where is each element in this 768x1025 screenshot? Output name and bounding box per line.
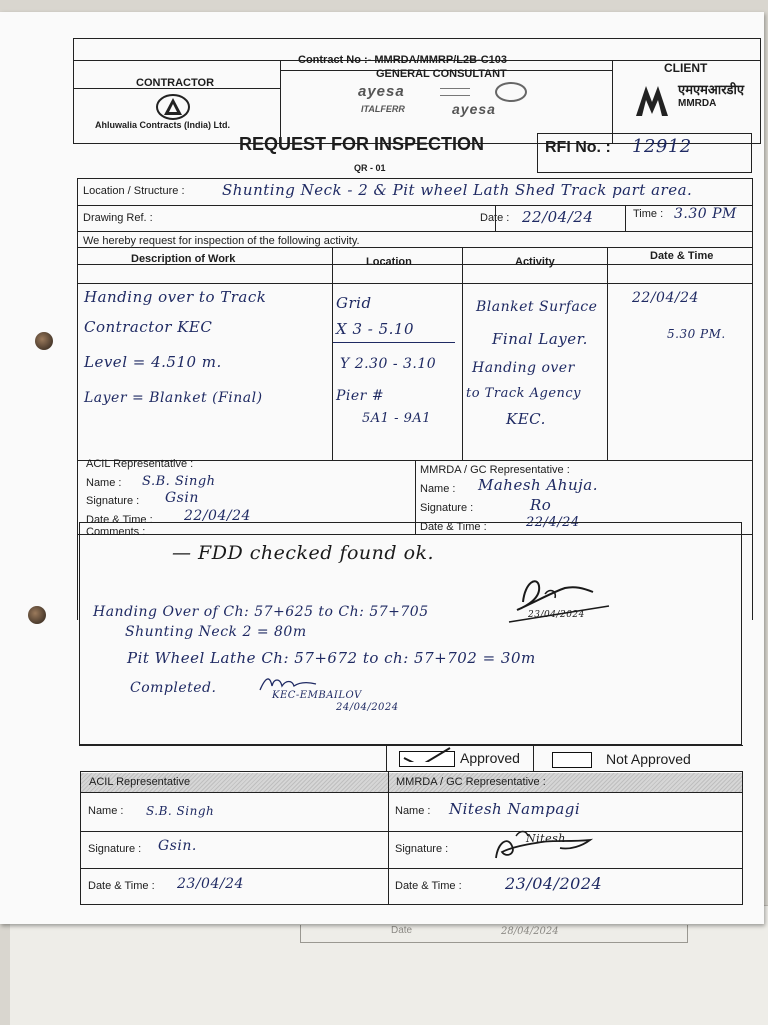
acil-signature-label: Signature : <box>86 495 140 507</box>
mmrda-logo <box>634 82 674 118</box>
final-gc-label: MMRDA / GC Representative : <box>396 776 546 788</box>
datetime-line-1: 22/04/24 <box>632 290 699 306</box>
activity-line-2: Final Layer. <box>492 330 588 348</box>
final-gc-signature-mark <box>490 824 610 864</box>
not-approved-label: Not Approved <box>606 751 691 767</box>
approved-label: Approved <box>460 750 520 766</box>
gc-signature-value: Ro <box>530 496 552 514</box>
final-acil-signature-value: Gsin. <box>158 838 197 854</box>
location-divider <box>333 342 455 343</box>
description-line-4: Layer = Blanket (Final) <box>84 390 263 406</box>
drawing-ref-label: Drawing Ref. : <box>83 212 153 224</box>
acil-name-value: S.B. Singh <box>142 474 216 489</box>
location-line-3: Y 2.30 - 3.10 <box>340 356 437 372</box>
ayesa-logo-top: ayesa <box>358 83 405 100</box>
final-acil-date-label: Date & Time : <box>88 880 155 892</box>
final-gc-name-value: Nitesh Nampagi <box>449 800 581 818</box>
acil-date-label: Date & Time : <box>86 514 153 526</box>
client-label: CLIENT <box>664 61 708 75</box>
final-gc-name-label: Name : <box>395 805 431 817</box>
gc-rep-label: MMRDA / GC Representative : <box>420 464 570 476</box>
description-line-2: Contractor KEC <box>84 318 213 336</box>
final-gc-signature-value: Nitesh <box>526 832 566 845</box>
location-line-4: Pier # <box>336 388 385 404</box>
contract-number: Contract No :- MMRDA/MMRP/L2B-C103 <box>298 54 507 66</box>
activity-line-1: Blanket Surface <box>476 299 598 315</box>
italferr-logo: ITALFERR <box>361 104 405 114</box>
client-hindi-name: एमएमआरडीए <box>678 82 745 97</box>
comment-note-4: Completed. <box>130 680 217 696</box>
gc-signature-label: Signature : <box>420 502 474 514</box>
final-gc-date-label: Date & Time : <box>395 880 462 892</box>
form-title: REQUEST FOR INSPECTION <box>239 134 485 154</box>
activity-line-3: Handing over <box>472 360 575 376</box>
underlying-date-label: Date <box>391 925 413 936</box>
activity-line-4: to Track Agency <box>466 386 582 401</box>
time-label: Time : <box>633 208 664 220</box>
final-acil-name-value: S.B. Singh <box>146 804 215 818</box>
comment-stamp-date: 23/04/2024 <box>528 610 585 620</box>
final-gc-date-value: 23/04/2024 <box>505 874 603 893</box>
ayesa-logo-bottom: ayesa <box>452 101 496 117</box>
location-value: Shunting Neck - 2 & Pit wheel Lath Shed Track part area. <box>222 181 693 199</box>
comments-label: Comments : <box>86 526 146 538</box>
location-line-2: X 3 - 5.10 <box>336 320 414 338</box>
consultant-logo-mark <box>440 88 470 96</box>
gc-name-label: Name : <box>420 483 456 495</box>
location-label: Location / Structure : <box>83 185 185 197</box>
final-acil-signature-label: Signature : <box>88 843 142 855</box>
final-acil-label: ACIL Representative <box>89 776 191 788</box>
acil-signature-value: Gsin <box>165 490 199 506</box>
form-code: QR - 01 <box>354 163 386 173</box>
underlying-page-strip <box>300 925 688 943</box>
punch-hole-bottom <box>28 606 46 624</box>
request-statement: We hereby request for inspection of the following activity. <box>83 235 360 247</box>
contractor-name: Ahluwalia Contracts (India) Ltd. <box>95 120 231 130</box>
rfi-label: RFI No. : <box>545 139 611 156</box>
punch-hole-top <box>35 332 53 350</box>
rfi-number-value: 12912 <box>632 136 692 157</box>
header-description: Description of Work <box>131 253 236 265</box>
header-activity: Activity <box>515 256 555 268</box>
gc-date-value: 22/4/24 <box>526 515 580 530</box>
consultant-label: GENERAL CONSULTANT <box>376 68 507 80</box>
final-acil-name-label: Name : <box>88 805 124 817</box>
client-name: MMRDA <box>678 98 717 109</box>
date-value: 22/04/24 <box>522 208 594 226</box>
datetime-line-2: 5.30 PM. <box>667 327 726 341</box>
gc-date-label: Date & Time : <box>420 521 487 533</box>
kec-sign-name: KEC-EMBAILOV <box>272 690 362 701</box>
approved-checkbox[interactable] <box>399 751 455 767</box>
ahluwalia-logo <box>155 94 191 120</box>
comment-stamp-signature <box>505 572 615 630</box>
not-approved-checkbox[interactable] <box>552 752 592 768</box>
acil-date-value: 22/04/24 <box>184 508 251 524</box>
acil-name-label: Name : <box>86 477 122 489</box>
final-gc-signature-label: Signature : <box>395 843 449 855</box>
comment-note-1: Handing Over of Ch: 57+625 to Ch: 57+705 <box>93 604 429 620</box>
description-line-3: Level = 4.510 m. <box>84 353 222 371</box>
gc-name-value: Mahesh Ahuja. <box>478 476 598 494</box>
date-label: Date : <box>480 212 510 224</box>
consultant-emblem-icon <box>495 82 527 102</box>
comment-note-3: Pit Wheel Lathe Ch: 57+672 to ch: 57+702 = 30m <box>127 649 536 667</box>
comment-note-2: Shunting Neck 2 = 80m <box>125 624 307 640</box>
acil-rep-label: ACIL Representative : <box>86 458 194 470</box>
location-line-1: Grid <box>336 294 372 312</box>
time-value: 3.30 PM <box>674 206 737 222</box>
comment-line-1: — FDD checked found ok. <box>172 542 435 564</box>
inspection-form-sheet <box>0 12 764 924</box>
kec-sign-date: 24/04/2024 <box>336 702 399 713</box>
final-acil-date-value: 23/04/24 <box>177 876 244 892</box>
location-line-5: 5A1 - 9A1 <box>362 411 432 426</box>
activity-line-5: KEC. <box>506 410 546 428</box>
description-line-1: Handing over to Track <box>84 288 267 306</box>
header-location: Location <box>366 256 412 268</box>
header-date-time: Date & Time <box>650 250 714 262</box>
underlying-date-value: 28/04/2024 <box>501 926 559 937</box>
contractor-label: CONTRACTOR <box>136 77 215 89</box>
